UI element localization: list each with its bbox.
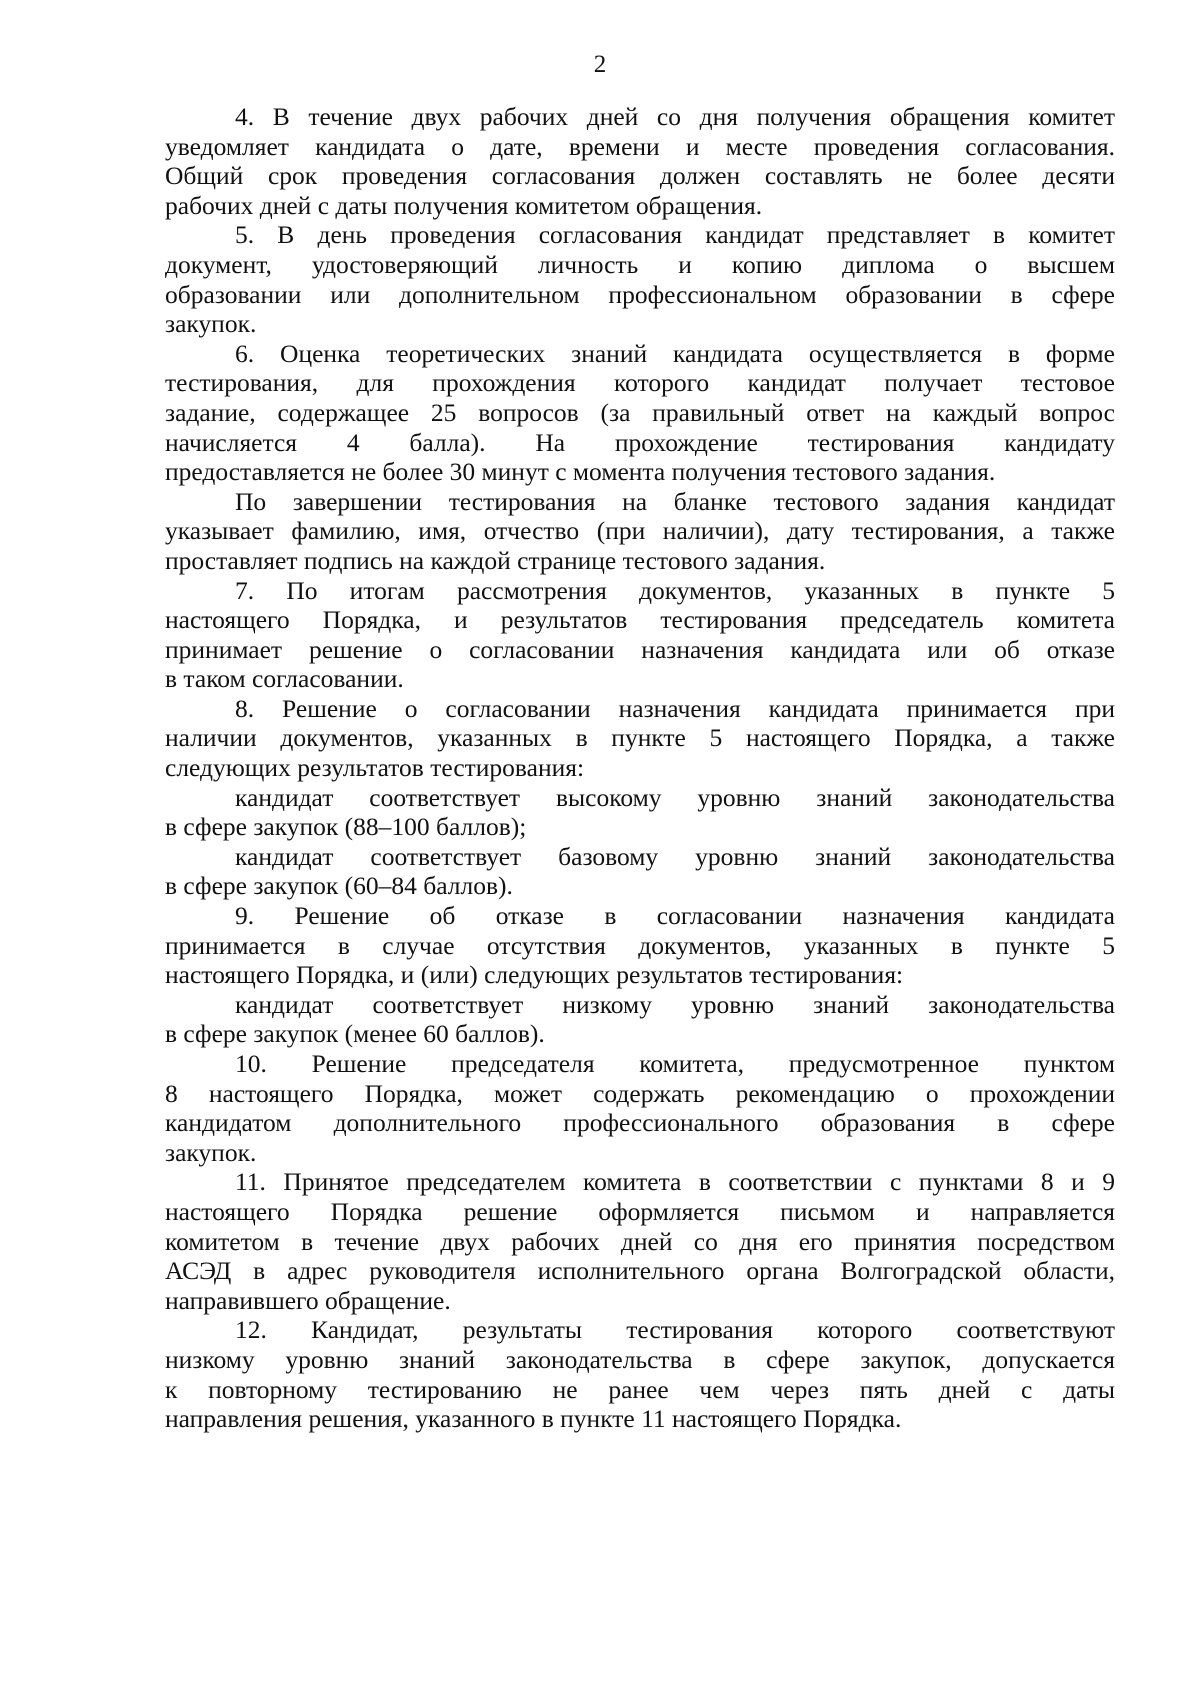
text-line: задание, содержащее 25 вопросов (за правильный ответ на каждый вопрос [165,397,1115,427]
text-line: принимает решение о согласовании назначения кандидата или об отказе [165,634,1115,664]
text-line: наличии документов, указанных в пункте 5 настоящего Порядка, а также [165,723,1115,753]
text-line: комитетом в течение двух рабочих дней со дня его принятия посредством [165,1226,1115,1256]
text-line: закупок. [165,309,257,339]
text-line: кандидат соответствует высокому уровню знаний законодательства [235,782,1115,812]
document-body [165,102,1115,1434]
paragraph [165,842,1115,901]
text-line: 8 настоящего Порядка, может содержать рекомендацию о прохождении [165,1078,1115,1108]
text-line: низкому уровню знаний законодательства в сфере закупок, допускается [165,1344,1115,1374]
paragraph [165,783,1115,842]
text-line: закупок. [165,1137,257,1167]
text-line: предоставляется не более 30 минут с момента получения тестового задания. [165,457,996,487]
text-line: Общий срок проведения согласования должен составлять не более десяти [165,161,1115,191]
text-line: 9. Решение об отказе в согласовании назначения кандидата [235,901,1115,931]
page-number: 2 [593,51,607,78]
paragraph [165,339,1115,487]
text-line: 5. В день проведения согласования кандидат представляет в комитет [235,220,1115,250]
paragraph [165,901,1115,990]
text-line: 11. Принятое председателем комитета в соответствии с пунктами 8 и 9 [235,1167,1115,1197]
paragraph [165,487,1115,576]
text-line: 10. Решение председателя комитета, предусмотренное пунктом [235,1049,1115,1078]
text-line: 7. По итогам рассмотрения документов, указанных в пункте 5 [235,575,1115,605]
text-line: направления решения, указанного в пункте 11 настоящего Порядка. [165,1404,902,1434]
text-line: следующих результатов тестирования: [165,753,585,783]
paragraph [165,990,1115,1049]
text-line: 12. Кандидат, результаты тестирования которого соответствуют [235,1315,1115,1345]
paragraph [165,576,1115,694]
text-line: к повторному тестированию не ранее чем через пять дней с даты [165,1374,1115,1404]
text-line: кандидатом дополнительного профессионального образования в сфере [165,1108,1115,1138]
text-line: начисляется 4 балла). На прохождение тестирования кандидату [165,427,1115,457]
text-line: кандидат соответствует низкому уровню знаний законодательства [235,989,1115,1019]
text-line: 4. В течение двух рабочих дней со дня получения обращения комитет [235,102,1115,131]
paragraph [165,220,1115,338]
paragraph [165,102,1115,220]
text-line: настоящего Порядка, и результатов тестирования председатель комитета [165,605,1115,635]
text-line: указывает фамилию, имя, отчество (при наличии), дату тестирования, а также [165,516,1115,546]
text-line: настоящего Порядка решение оформляется письмом и направляется [165,1196,1115,1226]
text-line: в сфере закупок (88–100 баллов); [165,812,527,842]
paragraph [165,1049,1115,1167]
paragraph [165,694,1115,783]
text-line: АСЭД в адрес руководителя исполнительного органа Волгоградской области, [165,1256,1115,1286]
text-line: в сфере закупок (60–84 баллов). [165,871,513,901]
text-line: тестирования, для прохождения которого кандидат получает тестовое [165,368,1115,398]
text-line: 8. Решение о согласовании назначения кандидата принимается при [235,693,1115,723]
text-line: в таком согласовании. [165,664,404,694]
text-line: образовании или дополнительном профессиональном образовании в сфере [165,279,1115,309]
text-line: принимается в случае отсутствия документов, указанных в пункте 5 [165,930,1115,960]
text-line: кандидат соответствует базовому уровню знаний законодательства [235,841,1115,871]
paragraph [165,1315,1115,1433]
text-line: в сфере закупок (менее 60 баллов). [165,1019,545,1049]
text-line: 6. Оценка теоретических знаний кандидата осуществляется в форме [235,338,1115,368]
text-line: настоящего Порядка, и (или) следующих результатов тестирования: [165,960,904,990]
text-line: проставляет подпись на каждой странице тестового задания. [165,545,826,575]
text-line: По завершении тестирования на бланке тестового задания кандидат [235,486,1115,516]
text-line: документ, удостоверяющий личность и копию диплома о высшем [165,249,1115,279]
text-line: рабочих дней с даты получения комитетом обращения. [165,190,763,220]
text-line: уведомляет кандидата о дате, времени и месте проведения согласования. [165,131,1115,161]
text-line: направившего обращение. [165,1285,451,1315]
paragraph [165,1167,1115,1315]
